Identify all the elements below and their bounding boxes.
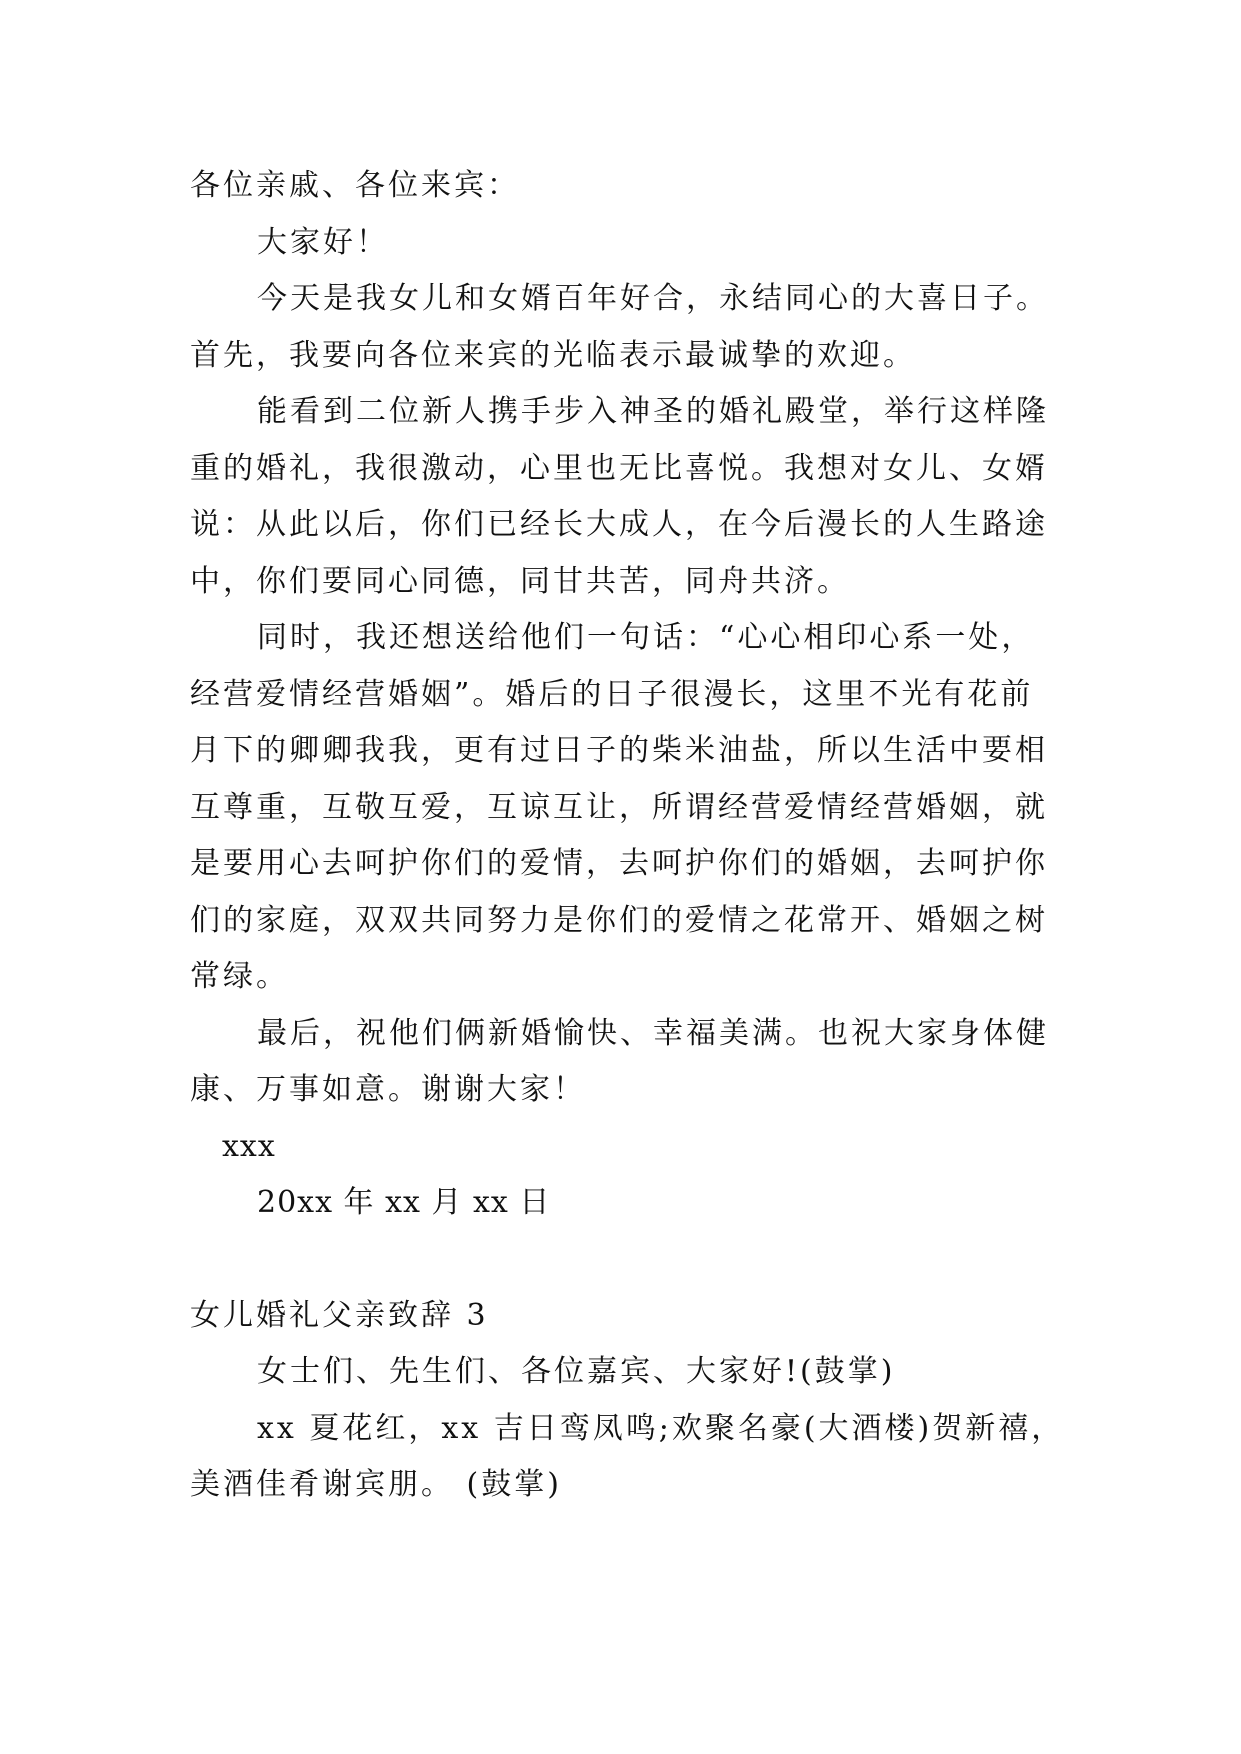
paragraph-line: 说：从此以后，你们已经长大成人，在今后漫长的人生路途 — [190, 507, 1048, 542]
paragraph-line: 同时，我还想送给他们一句话：“心心相印心系一处， — [257, 620, 1035, 655]
paragraph-line: 重的婚礼，我很激动，心里也无比喜悦。我想对女儿、女婿 — [190, 450, 1048, 486]
paragraph-line: 能看到二位新人携手步入神圣的婚礼殿堂，举行这样隆 — [257, 394, 1049, 429]
paragraph-line: 月下的卿卿我我，更有过日子的柴米油盐，所以生活中要相 — [190, 733, 1048, 768]
signature: xxx — [222, 1128, 276, 1164]
section-spacer — [190, 1232, 1062, 1288]
paragraph-line: 首先，我要向各位来宾的光临表示最诚挚的欢迎。 — [190, 337, 916, 373]
date-line: 20xx 年 xx 月 xx 日 — [257, 1185, 551, 1220]
paragraph-line: 今天是我女儿和女婿百年好合，永结同心的大喜日子。 — [257, 281, 1049, 316]
paragraph-line: 最后，祝他们俩新婚愉快、幸福美满。也祝大家身体健 — [257, 1015, 1049, 1051]
salutation: 各位亲戚、各位来宾： — [190, 168, 520, 203]
paragraph-line: 们的家庭，双双共同努力是你们的爱情之花常开、婚姻之树 — [190, 902, 1048, 938]
paragraph-line: 是要用心去呵护你们的爱情，去呵护你们的婚姻，去呵护你 — [190, 846, 1048, 881]
document-body — [190, 158, 1065, 1514]
paragraph-line: 互尊重，互敬互爱，互谅互让，所谓经营爱情经营婚姻，就 — [190, 789, 1048, 825]
paragraph-line: 经营爱情经营婚姻”。婚后的日子很漫长，这里不光有花前 — [190, 676, 1034, 712]
paragraph-line: 康、万事如意。谢谢大家！ — [190, 1072, 586, 1107]
paragraph-line: 常绿。 — [190, 959, 289, 994]
section-title: 女儿婚礼父亲致辞 3 — [190, 1297, 489, 1333]
paragraph-line: 中，你们要同心同德，同甘共苦，同舟共济。 — [190, 563, 850, 599]
paragraph-line: 美酒佳肴谢宾朋。 (鼓掌) — [190, 1467, 562, 1502]
greeting: 大家好！ — [257, 224, 389, 260]
paragraph-line: 女士们、先生们、各位嘉宾、大家好!(鼓掌) — [257, 1354, 896, 1389]
paragraph-line: xx 夏花红，xx 吉日鸾凤鸣;欢聚名豪(大酒楼)贺新禧， — [257, 1410, 1065, 1446]
